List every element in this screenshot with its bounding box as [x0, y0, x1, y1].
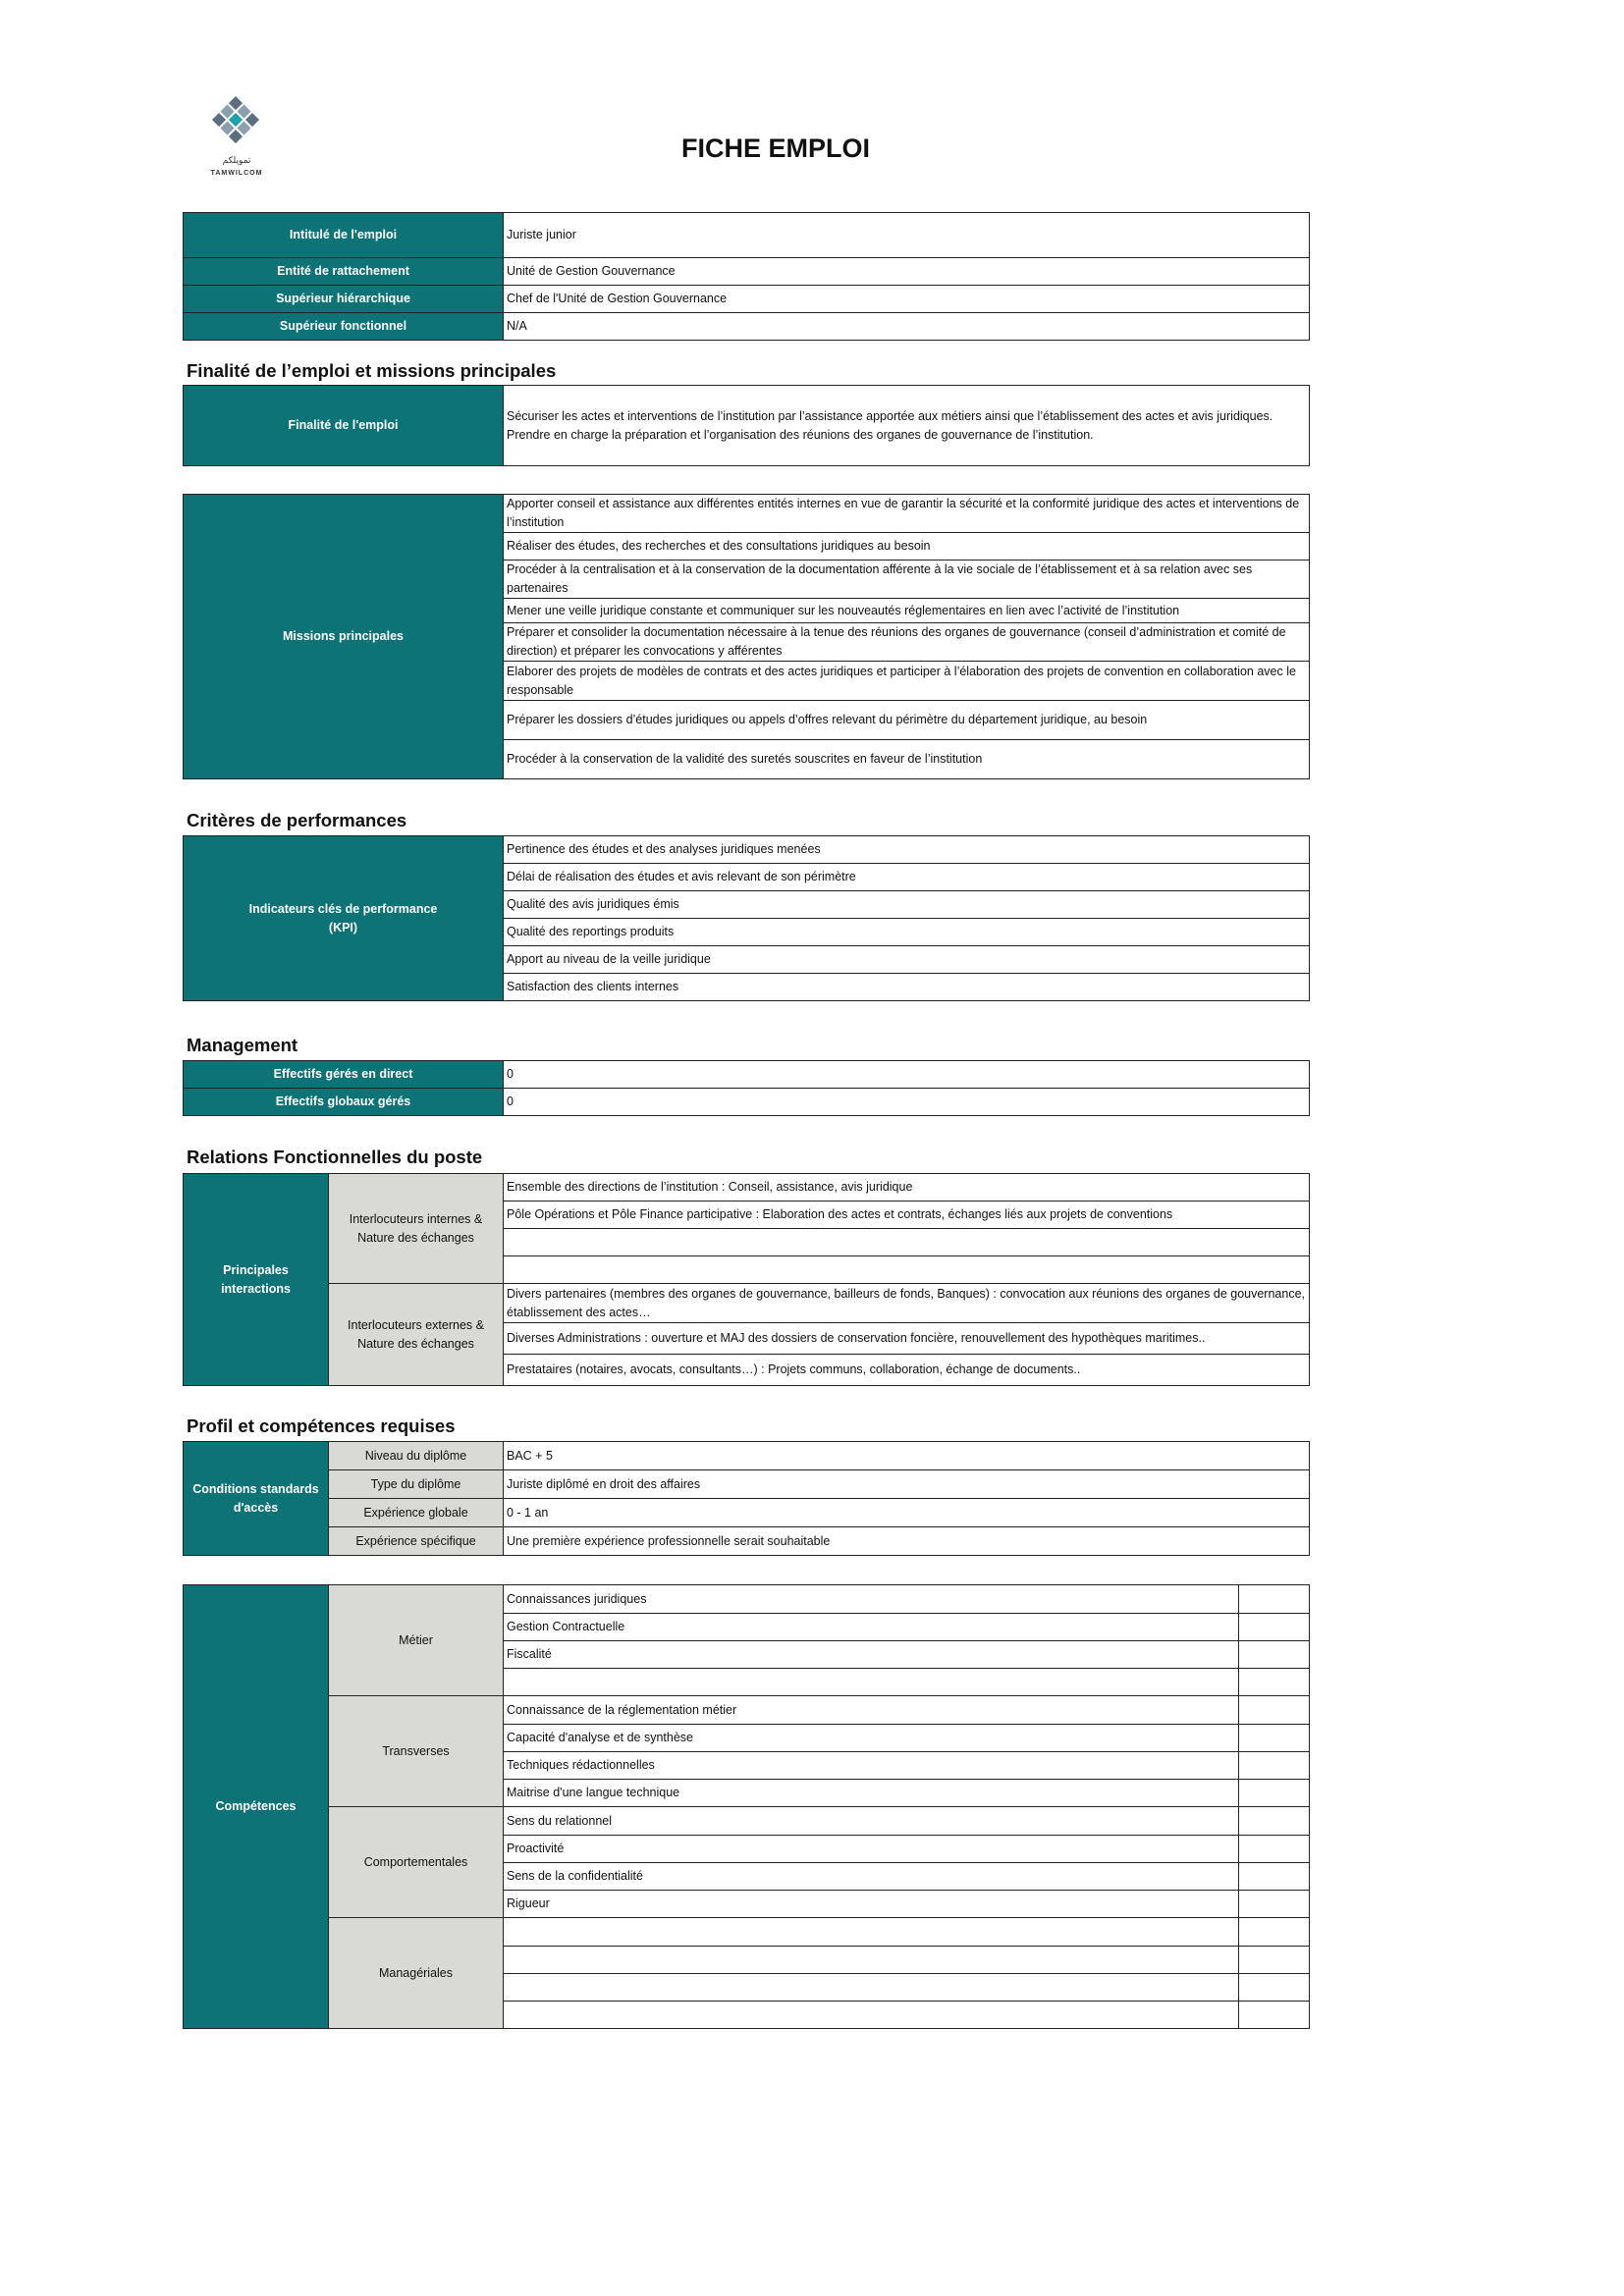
competence-level [1239, 1752, 1310, 1780]
field-label: Entité de rattachement [184, 258, 504, 286]
competence-group-label: Métier [329, 1585, 504, 1696]
interactions-label-line: Principales [223, 1262, 289, 1277]
field-value: 0 [504, 1061, 1310, 1089]
competence-item [504, 1918, 1239, 1947]
competence-level [1239, 1696, 1310, 1725]
condition-value: Une première expérience professionnelle serait souhaitable [504, 1527, 1310, 1556]
logo-latin-text: TAMWILCOM [210, 170, 263, 177]
management-table [183, 1060, 1310, 1116]
externes-label [329, 1284, 504, 1386]
competence-level [1239, 1780, 1310, 1807]
mission-item: Procéder à la conservation de la validité des suretés souscrites en faveur de l’institution [504, 740, 1310, 779]
competence-item: Rigueur [504, 1891, 1239, 1918]
external-item: Diverses Administrations : ouverture et MAJ des dossiers de conservation foncière, renouvellement des hypothèques maritimes.. [504, 1323, 1310, 1355]
table-row [184, 1442, 1310, 1470]
mission-item: Apporter conseil et assistance aux différentes entités internes en vue de garantir la sécurité et la conformité juridique des actes et interventions de l’institution [504, 495, 1310, 533]
competence-item: Fiscalité [504, 1641, 1239, 1669]
external-item: Prestataires (notaires, avocats, consultants…) : Projets communs, collaboration, échange de documents.. [504, 1355, 1310, 1386]
competence-item [504, 1947, 1239, 1974]
competence-level [1239, 1641, 1310, 1669]
competence-level [1239, 1725, 1310, 1752]
competence-level [1239, 1669, 1310, 1696]
competence-item [504, 2002, 1239, 2029]
missions-table [183, 494, 1310, 779]
mission-item: Réaliser des études, des recherches et des consultations juridiques au besoin [504, 533, 1310, 561]
table-row [184, 213, 1310, 258]
table-row [184, 1284, 1310, 1323]
condition-value: Juriste diplômé en droit des affaires [504, 1470, 1310, 1499]
table-row [184, 1499, 1310, 1527]
field-value [504, 386, 1310, 466]
competence-item: Sens du relationnel [504, 1807, 1239, 1836]
kpi-item: Apport au niveau de la veille juridique [504, 946, 1310, 974]
kpi-item: Pertinence des études et des analyses juridiques menées [504, 836, 1310, 864]
table-row [184, 258, 1310, 286]
condition-label: Expérience globale [329, 1499, 504, 1527]
section-title-criteres: Critères de performances [187, 810, 407, 830]
internal-item [504, 1229, 1310, 1256]
condition-value: BAC + 5 [504, 1442, 1310, 1470]
internes-label [329, 1174, 504, 1284]
competence-item [504, 1669, 1239, 1696]
competence-level [1239, 1836, 1310, 1863]
table-row [184, 1807, 1310, 1836]
kpi-item: Délai de réalisation des études et avis relevant de son périmètre [504, 864, 1310, 891]
internal-item: Ensemble des directions de l’institution : Conseil, assistance, avis juridique [504, 1174, 1310, 1201]
competence-level [1239, 1614, 1310, 1641]
competence-item [504, 1974, 1239, 2002]
table-row [184, 1089, 1310, 1116]
field-label: Effectifs globaux gérés [184, 1089, 504, 1116]
condition-value: 0 - 1 an [504, 1499, 1310, 1527]
competence-level [1239, 1585, 1310, 1614]
conditions-label [184, 1442, 329, 1556]
table-row [184, 1918, 1310, 1947]
competence-level [1239, 1918, 1310, 1947]
externes-label-line: Nature des échanges [357, 1336, 474, 1351]
competence-level [1239, 1891, 1310, 1918]
competence-item: Sens de la confidentialité [504, 1863, 1239, 1891]
table-row [184, 836, 1310, 864]
field-value: Unité de Gestion Gouvernance [504, 258, 1310, 286]
mission-item: Elaborer des projets de modèles de contrats et des actes juridiques et participer à l’élaboration des projets de convention en collaboration avec le responsable [504, 662, 1310, 701]
table-row [184, 1174, 1310, 1201]
profil-table [183, 1441, 1310, 1556]
field-value: Chef de l'Unité de Gestion Gouvernance [504, 286, 1310, 313]
condition-label: Expérience spécifique [329, 1527, 504, 1556]
condition-label: Type du diplôme [329, 1470, 504, 1499]
competences-label: Compétences [184, 1585, 329, 2029]
kpi-item: Qualité des reportings produits [504, 919, 1310, 946]
finalite-line: Prendre en charge la préparation et l’organisation des réunions des organes de gouvernance de l’institution. [507, 427, 1094, 442]
conditions-label-line: Conditions standards [192, 1481, 319, 1496]
kpi-label-line: (KPI) [328, 920, 358, 934]
table-row [184, 286, 1310, 313]
kpi-item: Qualité des avis juridiques émis [504, 891, 1310, 919]
table-row [184, 1470, 1310, 1499]
competence-group-label: Managériales [329, 1918, 504, 2029]
competences-table [183, 1584, 1310, 2029]
finalite-table [183, 385, 1310, 466]
field-label: Effectifs gérés en direct [184, 1061, 504, 1089]
kpi-label [184, 836, 504, 1001]
condition-label: Niveau du diplôme [329, 1442, 504, 1470]
finalite-line: Sécuriser les actes et interventions de l’institution par l’assistance apportée aux métiers ainsi que l’établissement des actes et avis juridiques. [507, 408, 1273, 423]
internes-label-line: Nature des échanges [357, 1230, 474, 1245]
competence-level [1239, 1863, 1310, 1891]
section-title-relations: Relations Fonctionnelles du poste [187, 1147, 483, 1167]
competence-level [1239, 2002, 1310, 2029]
competence-item: Connaissance de la réglementation métier [504, 1696, 1239, 1725]
table-row [184, 313, 1310, 341]
competence-group-label: Transverses [329, 1696, 504, 1807]
kpi-label-line: Indicateurs clés de performance [248, 901, 438, 916]
internal-item: Pôle Opérations et Pôle Finance participative : Elaboration des actes et contrats, échanges liés aux projets de conventions [504, 1201, 1310, 1229]
field-value: 0 [504, 1089, 1310, 1116]
mission-item: Préparer les dossiers d’études juridiques ou appels d’offres relevant du périmètre du département juridique, au besoin [504, 701, 1310, 740]
competence-level [1239, 1947, 1310, 1974]
external-item: Divers partenaires (membres des organes de gouvernance, bailleurs de fonds, Banques) : convocation aux réunions des organes de gouvernance, établissement des actes… [504, 1284, 1310, 1323]
internes-label-line: Interlocuteurs internes & [349, 1211, 483, 1226]
identification-table [183, 212, 1310, 341]
field-value: Juriste junior [504, 213, 1310, 258]
field-label: Supérieur fonctionnel [184, 313, 504, 341]
competence-item: Connaissances juridiques [504, 1585, 1239, 1614]
mission-item: Préparer et consolider la documentation nécessaire à la tenue des réunions des organes de gouvernance (conseil d’administration et comité de direction) et préparer les convocations y afférentes [504, 623, 1310, 662]
competence-level [1239, 1974, 1310, 2002]
externes-label-line: Interlocuteurs externes & [348, 1317, 484, 1332]
table-row [184, 495, 1310, 533]
conditions-label-line: d'accès [233, 1500, 279, 1515]
section-title-management: Management [187, 1035, 298, 1055]
mission-item: Mener une veille juridique constante et communiquer sur les nouveautés réglementaires en lien avec l’activité de l’institution [504, 599, 1310, 623]
table-row [184, 1696, 1310, 1725]
missions-label: Missions principales [184, 495, 504, 779]
mission-item: Procéder à la centralisation et à la conservation de la documentation afférente à la vie sociale de l’établissement et à sa relation avec ses partenaires [504, 561, 1310, 599]
relations-table [183, 1173, 1310, 1386]
table-row [184, 1585, 1310, 1614]
table-row [184, 1061, 1310, 1089]
field-label: Intitulé de l'emploi [184, 213, 504, 258]
competence-item: Gestion Contractuelle [504, 1614, 1239, 1641]
page-title: FICHE EMPLOI [680, 133, 870, 163]
section-title-finalite: Finalité de l’emploi et missions principales [187, 360, 557, 381]
field-value: N/A [504, 313, 1310, 341]
competence-group-label: Comportementales [329, 1807, 504, 1918]
section-title-profil: Profil et compétences requises [187, 1415, 456, 1436]
competence-item: Techniques rédactionnelles [504, 1752, 1239, 1780]
competence-item: Maitrise d'une langue technique [504, 1780, 1239, 1807]
kpi-table [183, 835, 1310, 1001]
table-row [184, 386, 1310, 466]
field-label: Supérieur hiérarchique [184, 286, 504, 313]
competence-level [1239, 1807, 1310, 1836]
table-row [184, 1527, 1310, 1556]
competence-item: Proactivité [504, 1836, 1239, 1863]
internal-item [504, 1256, 1310, 1284]
competence-item: Capacité d'analyse et de synthèse [504, 1725, 1239, 1752]
field-label: Finalité de l'emploi [184, 386, 504, 466]
interactions-label [184, 1174, 329, 1386]
kpi-item: Satisfaction des clients internes [504, 974, 1310, 1001]
interactions-label-line: interactions [221, 1281, 291, 1296]
logo-arabic-text: تمويلكم [222, 155, 251, 165]
